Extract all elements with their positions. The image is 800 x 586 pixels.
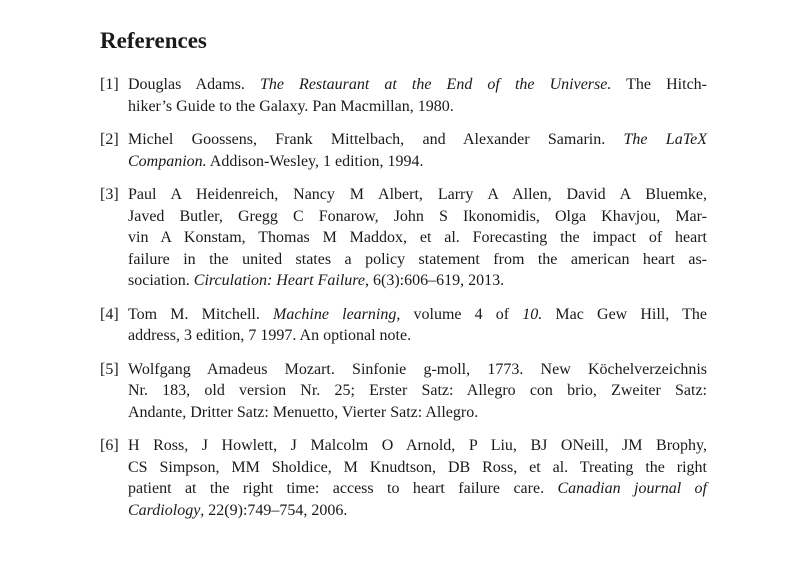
reference-text: hiker’s Guide to the Galaxy. Pan Macmillan, 1980. xyxy=(128,97,454,115)
reference-item xyxy=(100,435,707,521)
reference-text: failure in the united states a policy statement from the american heart as- xyxy=(128,250,707,268)
reference-text: , volume 4 of xyxy=(396,305,523,323)
reference-number: [5] xyxy=(100,360,119,378)
reference-line xyxy=(128,270,707,292)
reference-text: H Ross, J Howlett, J Malcolm O Arnold, P Liu, BJ ONeill, JM Brophy, xyxy=(128,437,707,454)
reference-line xyxy=(128,380,707,402)
reference-text: Mac Gew Hill, The xyxy=(542,305,707,323)
reference-text: CS Simpson, MM Sholdice, M Knudtson, DB Ross, et al. Treating the right xyxy=(128,458,707,476)
reference-title-text: Canadian journal of xyxy=(557,480,707,497)
reference-text: , 22(9):749–754, 2006. xyxy=(200,501,348,519)
reference-item xyxy=(100,184,707,292)
reference-line xyxy=(128,359,707,381)
reference-line xyxy=(128,227,707,249)
reference-item xyxy=(100,359,707,424)
reference-title-text: Machine learning xyxy=(273,305,397,323)
reference-text: Paul A Heidenreich, Nancy M Albert, Larry A Allen, David A Bluemke, xyxy=(128,186,707,203)
reference-text: vin A Konstam, Thomas M Maddox, et al. Forecasting the impact of heart xyxy=(128,229,707,246)
reference-line xyxy=(128,478,707,500)
reference-line xyxy=(128,402,707,424)
reference-item xyxy=(100,304,707,347)
reference-line xyxy=(128,500,707,522)
reference-line xyxy=(128,184,707,206)
reference-number: [4] xyxy=(100,305,119,323)
reference-text: Douglas Adams. xyxy=(128,76,260,93)
reference-line xyxy=(128,96,707,118)
reference-text: sociation. xyxy=(128,272,194,289)
reference-line xyxy=(128,206,707,228)
reference-text: Addison-Wesley, 1 edition, 1994. xyxy=(206,152,424,170)
reference-title-text: Companion. xyxy=(128,152,207,170)
reference-title-text: 10. xyxy=(522,305,543,323)
section-title: References xyxy=(100,28,207,53)
reference-list xyxy=(100,74,707,533)
reference-text: Michel Goossens, Frank Mittelbach, and Alexander Samarin. xyxy=(128,131,624,148)
reference-line xyxy=(128,129,707,151)
reference-text: , 6(3):606–619, 2013. xyxy=(365,272,505,289)
reference-line xyxy=(128,325,707,347)
reference-number: [1] xyxy=(100,76,119,93)
reference-line xyxy=(128,435,707,457)
reference-number: [2] xyxy=(100,131,119,148)
reference-text: The Hitch- xyxy=(611,76,708,93)
reference-title-text: Circulation: Heart Failure xyxy=(193,272,366,289)
reference-text: Nr. 183, old version Nr. 25; Erster Satz: Allegro con brio, Zweiter Satz: xyxy=(128,382,707,399)
reference-text: patient at the right time: access to heart failure care. xyxy=(128,480,558,497)
reference-line xyxy=(128,151,707,173)
reference-text: address, 3 edition, 7 1997. An optional note. xyxy=(128,327,412,344)
reference-line xyxy=(128,457,707,479)
reference-item xyxy=(100,129,707,172)
reference-title-text: The Restaurant at the End of the Universe. xyxy=(259,76,612,93)
reference-line xyxy=(128,74,707,96)
reference-text: Tom M. Mitchell. xyxy=(128,305,273,323)
reference-title-text: The LaTeX xyxy=(623,131,708,148)
reference-line xyxy=(128,249,707,271)
reference-text: Javed Butler, Gregg C Fonarow, John S Ikonomidis, Olga Khavjou, Mar- xyxy=(128,207,707,225)
reference-number: [6] xyxy=(100,437,119,454)
reference-line xyxy=(128,304,707,326)
reference-number: [3] xyxy=(100,186,119,203)
reference-item xyxy=(100,74,707,117)
reference-text: Wolfgang Amadeus Mozart. Sinfonie g-moll, 1773. New Köchelverzeichnis xyxy=(128,360,707,378)
reference-title-text: Cardiology xyxy=(128,501,201,519)
reference-text: Andante, Dritter Satz: Menuetto, Vierter Satz: Allegro. xyxy=(128,403,479,421)
